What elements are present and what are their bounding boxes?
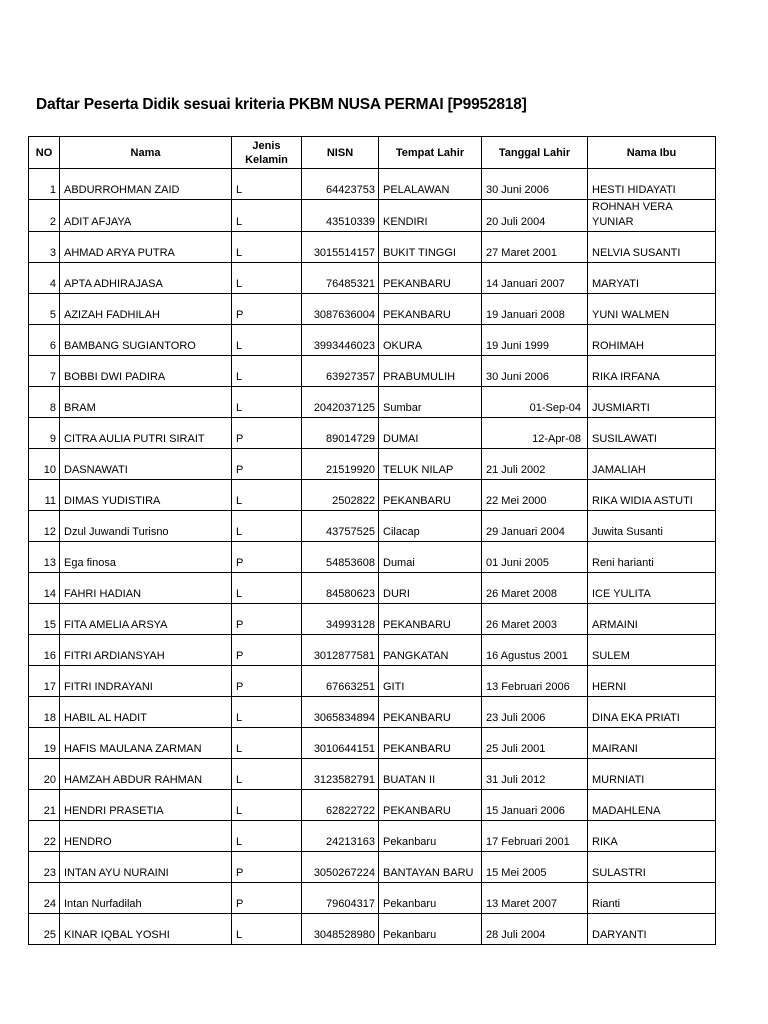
cell-jenis-kelamin: L [232,573,302,604]
cell-nama: FAHRI HADIAN [60,573,232,604]
cell-tempat-lahir: PRABUMULIH [379,356,482,387]
cell-tempat-lahir: PELALAWAN [379,169,482,200]
cell-jenis-kelamin: P [232,666,302,697]
cell-nisn: 3993446023 [302,325,379,356]
cell-no: 3 [29,232,60,263]
cell-nama-ibu: HESTI HIDAYATI [588,169,716,200]
cell-nama: AHMAD ARYA PUTRA [60,232,232,263]
table-row [29,356,716,387]
cell-nisn: 3123582791 [302,759,379,790]
cell-nisn: 79604317 [302,883,379,914]
cell-nisn: 3065834894 [302,697,379,728]
table-row [29,169,716,200]
cell-jenis-kelamin: P [232,604,302,635]
cell-nama-ibu: ROHIMAH [588,325,716,356]
cell-nama: Dzul Juwandi Turisno [60,511,232,542]
cell-tempat-lahir: TELUK NILAP [379,449,482,480]
cell-nama-ibu: SULASTRI [588,852,716,883]
cell-nama: KINAR IQBAL YOSHI [60,914,232,945]
table-row [29,325,716,356]
table-row [29,294,716,325]
cell-tanggal-lahir: 17 Februari 2001 [482,821,588,852]
cell-no: 25 [29,914,60,945]
table-row [29,480,716,511]
cell-tanggal-lahir: 01-Sep-04 [482,387,588,418]
cell-nisn: 76485321 [302,263,379,294]
cell-tempat-lahir: Pekanbaru [379,883,482,914]
cell-no: 23 [29,852,60,883]
cell-nama-ibu: ROHNAH VERA YUNIAR [588,200,716,232]
cell-tempat-lahir: PEKANBARU [379,728,482,759]
cell-tempat-lahir: BANTAYAN BARU [379,852,482,883]
cell-nisn: 2502822 [302,480,379,511]
cell-no: 12 [29,511,60,542]
cell-nama-ibu: MURNIATI [588,759,716,790]
cell-jenis-kelamin: P [232,635,302,666]
table-row [29,573,716,604]
cell-nama: Ega finosa [60,542,232,573]
cell-tanggal-lahir: 30 Juni 2006 [482,169,588,200]
cell-nama: CITRA AULIA PUTRI SIRAIT [60,418,232,449]
cell-nama: FITRI ARDIANSYAH [60,635,232,666]
cell-nama: HENDRI PRASETIA [60,790,232,821]
cell-jenis-kelamin: L [232,387,302,418]
cell-nama: INTAN AYU NURAINI [60,852,232,883]
cell-nama: BRAM [60,387,232,418]
cell-tempat-lahir: DURI [379,573,482,604]
cell-nama-ibu: Juwita Susanti [588,511,716,542]
cell-nama-ibu: RIKA [588,821,716,852]
cell-tanggal-lahir: 25 Juli 2001 [482,728,588,759]
cell-tempat-lahir: Pekanbaru [379,821,482,852]
cell-nisn: 24213163 [302,821,379,852]
cell-no: 11 [29,480,60,511]
cell-nama: HAFIS MAULANA ZARMAN [60,728,232,759]
cell-tanggal-lahir: 22 Mei 2000 [482,480,588,511]
cell-jenis-kelamin: L [232,169,302,200]
cell-nisn: 3048528980 [302,914,379,945]
table-row [29,263,716,294]
cell-jenis-kelamin: L [232,356,302,387]
cell-tempat-lahir: Dumai [379,542,482,573]
header-nisn: NISN [302,137,379,169]
cell-nisn: 2042037125 [302,387,379,418]
cell-jenis-kelamin: L [232,914,302,945]
cell-tanggal-lahir: 19 Januari 2008 [482,294,588,325]
cell-jenis-kelamin: P [232,883,302,914]
document-title: Daftar Peserta Didik sesuai kriteria PKBM NUSA PERMAI [P9952818] [36,96,527,113]
cell-nisn: 3015514157 [302,232,379,263]
cell-nisn: 34993128 [302,604,379,635]
cell-tanggal-lahir: 28 Juli 2004 [482,914,588,945]
cell-nama: Intan Nurfadilah [60,883,232,914]
cell-nama: FITA AMELIA ARSYA [60,604,232,635]
cell-tempat-lahir: Sumbar [379,387,482,418]
cell-nisn: 3010644151 [302,728,379,759]
cell-nama: ADIT AFJAYA [60,200,232,232]
cell-nisn: 43510339 [302,200,379,232]
cell-no: 5 [29,294,60,325]
cell-nama-ibu: ICE YULITA [588,573,716,604]
header-tanggal-lahir: Tanggal Lahir [482,137,588,169]
cell-tempat-lahir: GITI [379,666,482,697]
cell-tanggal-lahir: 15 Januari 2006 [482,790,588,821]
cell-no: 7 [29,356,60,387]
cell-nama-ibu: MARYATI [588,263,716,294]
table-row [29,511,716,542]
cell-jenis-kelamin: P [232,294,302,325]
cell-tanggal-lahir: 29 Januari 2004 [482,511,588,542]
cell-no: 20 [29,759,60,790]
cell-tanggal-lahir: 26 Maret 2003 [482,604,588,635]
cell-nama: AZIZAH FADHILAH [60,294,232,325]
cell-tempat-lahir: DUMAI [379,418,482,449]
table-row [29,852,716,883]
cell-nisn: 43757525 [302,511,379,542]
cell-tanggal-lahir: 23 Juli 2006 [482,697,588,728]
cell-jenis-kelamin: L [232,200,302,232]
table-row [29,759,716,790]
cell-tanggal-lahir: 30 Juni 2006 [482,356,588,387]
table-row [29,449,716,480]
cell-nama-ibu: YUNI WALMEN [588,294,716,325]
cell-nama-ibu: DINA EKA PRIATI [588,697,716,728]
cell-jenis-kelamin: L [232,511,302,542]
cell-tempat-lahir: PEKANBARU [379,294,482,325]
cell-nisn: 84580623 [302,573,379,604]
cell-nisn: 63927357 [302,356,379,387]
cell-no: 9 [29,418,60,449]
cell-tanggal-lahir: 19 Juni 1999 [482,325,588,356]
cell-nama-ibu: JUSMIARTI [588,387,716,418]
cell-jenis-kelamin: L [232,790,302,821]
cell-nama-ibu: HERNI [588,666,716,697]
cell-nama-ibu: ARMAINI [588,604,716,635]
cell-jenis-kelamin: P [232,449,302,480]
cell-tempat-lahir: PANGKATAN [379,635,482,666]
cell-tempat-lahir: PEKANBARU [379,480,482,511]
cell-tempat-lahir: BUATAN II [379,759,482,790]
cell-no: 1 [29,169,60,200]
cell-tanggal-lahir: 13 Maret 2007 [482,883,588,914]
cell-nama-ibu: RIKA WIDIA ASTUTI [588,480,716,511]
cell-jenis-kelamin: L [232,263,302,294]
cell-nisn: 67663251 [302,666,379,697]
cell-nama-ibu: Rianti [588,883,716,914]
table-body [29,169,716,945]
cell-nama: DIMAS YUDISTIRA [60,480,232,511]
cell-jenis-kelamin: P [232,418,302,449]
cell-no: 10 [29,449,60,480]
cell-tanggal-lahir: 14 Januari 2007 [482,263,588,294]
cell-tanggal-lahir: 31 Juli 2012 [482,759,588,790]
table-row [29,387,716,418]
cell-tempat-lahir: PEKANBARU [379,697,482,728]
table-row [29,790,716,821]
cell-tanggal-lahir: 27 Maret 2001 [482,232,588,263]
cell-no: 2 [29,200,60,232]
table-row [29,883,716,914]
cell-jenis-kelamin: L [232,821,302,852]
table-row [29,666,716,697]
cell-jenis-kelamin: L [232,232,302,263]
cell-tempat-lahir: PEKANBARU [379,263,482,294]
cell-jenis-kelamin: L [232,697,302,728]
cell-tempat-lahir: PEKANBARU [379,790,482,821]
cell-no: 16 [29,635,60,666]
table-row [29,200,716,232]
table-row [29,728,716,759]
student-table [28,136,716,945]
cell-nama-ibu: Reni harianti [588,542,716,573]
cell-nama: HENDRO [60,821,232,852]
cell-nama-ibu: MAIRANI [588,728,716,759]
cell-nama-ibu: SUSILAWATI [588,418,716,449]
cell-jenis-kelamin: L [232,480,302,511]
cell-no: 4 [29,263,60,294]
table-row [29,604,716,635]
cell-no: 24 [29,883,60,914]
cell-no: 6 [29,325,60,356]
cell-no: 13 [29,542,60,573]
cell-nama: DASNAWATI [60,449,232,480]
cell-nama-ibu: SULEM [588,635,716,666]
cell-nisn: 62822722 [302,790,379,821]
cell-nama: APTA ADHIRAJASA [60,263,232,294]
header-no: NO [29,137,60,169]
cell-tanggal-lahir: 21 Juli 2002 [482,449,588,480]
cell-no: 14 [29,573,60,604]
cell-no: 17 [29,666,60,697]
cell-nisn: 89014729 [302,418,379,449]
cell-nama: HAMZAH ABDUR RAHMAN [60,759,232,790]
cell-tanggal-lahir: 16 Agustus 2001 [482,635,588,666]
cell-nama: HABIL AL HADIT [60,697,232,728]
cell-no: 8 [29,387,60,418]
cell-tempat-lahir: PEKANBARU [379,604,482,635]
cell-nisn: 64423753 [302,169,379,200]
header-jenis-kelamin: Jenis Kelamin [232,137,302,169]
cell-nisn: 3012877581 [302,635,379,666]
cell-nama: ABDURROHMAN ZAID [60,169,232,200]
table-row [29,821,716,852]
cell-nama-ibu: DARYANTI [588,914,716,945]
cell-no: 22 [29,821,60,852]
cell-jenis-kelamin: P [232,542,302,573]
cell-tempat-lahir: OKURA [379,325,482,356]
cell-nama-ibu: MADAHLENA [588,790,716,821]
cell-nama: BOBBI DWI PADIRA [60,356,232,387]
cell-tanggal-lahir: 15 Mei 2005 [482,852,588,883]
cell-tanggal-lahir: 12-Apr-08 [482,418,588,449]
header-nama-ibu: Nama Ibu [588,137,716,169]
cell-tanggal-lahir: 01 Juni 2005 [482,542,588,573]
cell-tanggal-lahir: 20 Juli 2004 [482,200,588,232]
cell-no: 19 [29,728,60,759]
header-nama: Nama [60,137,232,169]
cell-nisn: 21519920 [302,449,379,480]
cell-jenis-kelamin: L [232,325,302,356]
header-tempat-lahir: Tempat Lahir [379,137,482,169]
cell-jenis-kelamin: L [232,759,302,790]
cell-tanggal-lahir: 26 Maret 2008 [482,573,588,604]
cell-tempat-lahir: Pekanbaru [379,914,482,945]
table-row [29,232,716,263]
cell-nama: FITRI INDRAYANI [60,666,232,697]
table-row [29,542,716,573]
cell-tanggal-lahir: 13 Februari 2006 [482,666,588,697]
table-row [29,635,716,666]
cell-tempat-lahir: BUKIT TINGGI [379,232,482,263]
cell-no: 21 [29,790,60,821]
cell-nisn: 3050267224 [302,852,379,883]
cell-nisn: 54853608 [302,542,379,573]
cell-no: 18 [29,697,60,728]
cell-nisn: 3087636004 [302,294,379,325]
cell-nama-ibu: RIKA IRFANA [588,356,716,387]
cell-tempat-lahir: KENDIRI [379,200,482,232]
cell-nama-ibu: JAMALIAH [588,449,716,480]
table-header-row [29,137,716,169]
cell-no: 15 [29,604,60,635]
cell-jenis-kelamin: L [232,728,302,759]
cell-tempat-lahir: Cilacap [379,511,482,542]
table-row [29,914,716,945]
table-row [29,697,716,728]
cell-jenis-kelamin: P [232,852,302,883]
cell-nama: BAMBANG SUGIANTORO [60,325,232,356]
table-row [29,418,716,449]
cell-nama-ibu: NELVIA SUSANTI [588,232,716,263]
